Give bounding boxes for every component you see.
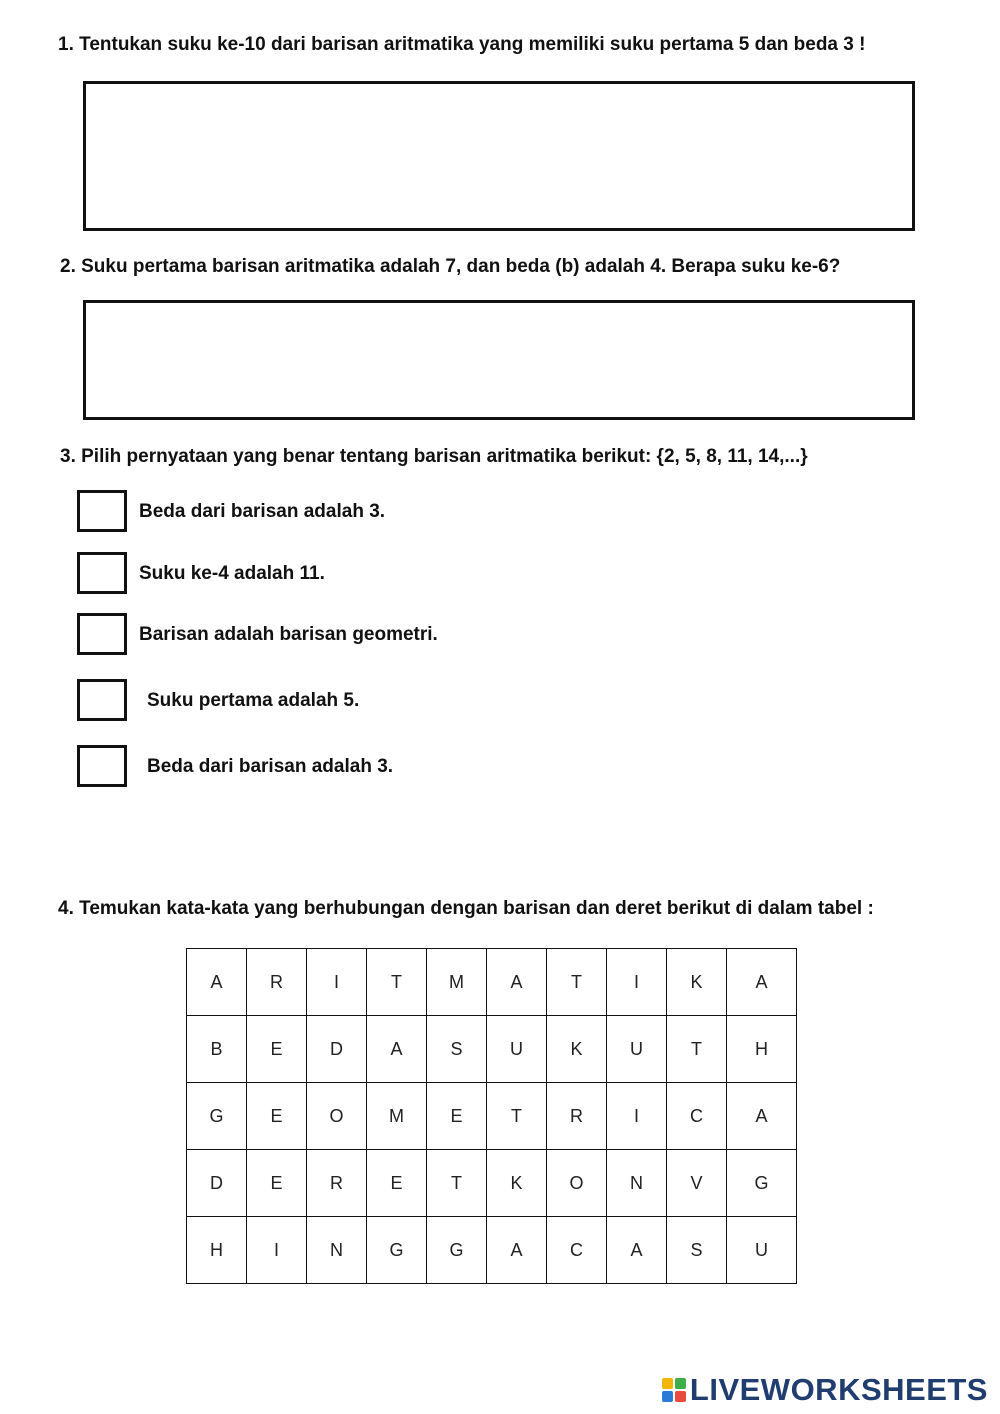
question-4: 4. Temukan kata-kata yang berhubungan dengan barisan dan deret berikut di dalam tabel : <box>58 898 874 919</box>
grid-cell: R <box>547 1083 607 1150</box>
answer-box-2[interactable] <box>83 300 915 420</box>
grid-cell: H <box>187 1217 247 1284</box>
grid-cell: K <box>547 1016 607 1083</box>
grid-row <box>187 1083 797 1150</box>
option-checkbox-4[interactable] <box>77 679 127 721</box>
grid-row <box>187 949 797 1016</box>
grid-cell: B <box>187 1016 247 1083</box>
grid-cell: I <box>247 1217 307 1284</box>
grid-cell: H <box>727 1016 797 1083</box>
logo-mark-tile <box>662 1378 673 1389</box>
grid-cell: E <box>247 1150 307 1217</box>
grid-cell: C <box>547 1217 607 1284</box>
grid-cell: A <box>607 1217 667 1284</box>
logo-mark-tile <box>662 1391 673 1402</box>
grid-cell: A <box>727 949 797 1016</box>
grid-cell: N <box>307 1217 367 1284</box>
grid-cell: A <box>727 1083 797 1150</box>
option-checkbox-2[interactable] <box>77 552 127 594</box>
logo-mark-tile <box>675 1391 686 1402</box>
grid-cell: G <box>367 1217 427 1284</box>
grid-cell: O <box>307 1083 367 1150</box>
grid-cell: E <box>247 1016 307 1083</box>
grid-row <box>187 1016 797 1083</box>
option-label-3: Barisan adalah barisan geometri. <box>139 624 438 645</box>
option-checkbox-1[interactable] <box>77 490 127 532</box>
grid-cell: G <box>427 1217 487 1284</box>
word-search-grid <box>186 948 797 1284</box>
grid-cell: T <box>667 1016 727 1083</box>
option-label-4: Suku pertama adalah 5. <box>147 690 360 711</box>
grid-cell: K <box>667 949 727 1016</box>
logo-text: LIVEWORKSHEETS <box>689 1372 988 1407</box>
grid-cell: I <box>307 949 367 1016</box>
grid-cell: T <box>367 949 427 1016</box>
grid-cell: U <box>607 1016 667 1083</box>
grid-cell: A <box>187 949 247 1016</box>
grid-cell: T <box>487 1083 547 1150</box>
grid-cell: U <box>487 1016 547 1083</box>
option-label-5: Beda dari barisan adalah 3. <box>147 756 394 777</box>
grid-row <box>187 1217 797 1284</box>
grid-cell: T <box>547 949 607 1016</box>
grid-cell: U <box>727 1217 797 1284</box>
grid-cell: G <box>187 1083 247 1150</box>
grid-cell: O <box>547 1150 607 1217</box>
grid-cell: A <box>367 1016 427 1083</box>
grid-cell: M <box>367 1083 427 1150</box>
liveworksheets-logo <box>662 1372 988 1408</box>
question-2: 2. Suku pertama barisan aritmatika adalah 7, dan beda (b) adalah 4. Berapa suku ke-6? <box>60 256 841 277</box>
grid-cell: D <box>307 1016 367 1083</box>
grid-cell: T <box>427 1150 487 1217</box>
grid-cell: E <box>427 1083 487 1150</box>
grid-cell: N <box>607 1150 667 1217</box>
question-1: 1. Tentukan suku ke-10 dari barisan aritmatika yang memiliki suku pertama 5 dan beda 3 ! <box>58 34 866 55</box>
grid-cell: E <box>367 1150 427 1217</box>
grid-cell: I <box>607 1083 667 1150</box>
grid-cell: E <box>247 1083 307 1150</box>
grid-cell: K <box>487 1150 547 1217</box>
logo-mark-icon <box>662 1378 686 1402</box>
option-label-2: Suku ke-4 adalah 11. <box>139 563 325 584</box>
question-3: 3. Pilih pernyataan yang benar tentang barisan aritmatika berikut: {2, 5, 8, 11, 14,...} <box>60 446 808 467</box>
grid-cell: M <box>427 949 487 1016</box>
grid-cell: C <box>667 1083 727 1150</box>
answer-box-1[interactable] <box>83 81 915 231</box>
grid-cell: V <box>667 1150 727 1217</box>
option-checkbox-5[interactable] <box>77 745 127 787</box>
grid-cell: I <box>607 949 667 1016</box>
grid-cell: A <box>487 1217 547 1284</box>
grid-cell: R <box>247 949 307 1016</box>
grid-cell: S <box>667 1217 727 1284</box>
option-checkbox-3[interactable] <box>77 613 127 655</box>
grid-cell: G <box>727 1150 797 1217</box>
grid-cell: S <box>427 1016 487 1083</box>
grid-row <box>187 1150 797 1217</box>
logo-mark-tile <box>675 1378 686 1389</box>
grid-cell: D <box>187 1150 247 1217</box>
option-label-1: Beda dari barisan adalah 3. <box>139 501 386 522</box>
grid-cell: R <box>307 1150 367 1217</box>
grid-cell: A <box>487 949 547 1016</box>
